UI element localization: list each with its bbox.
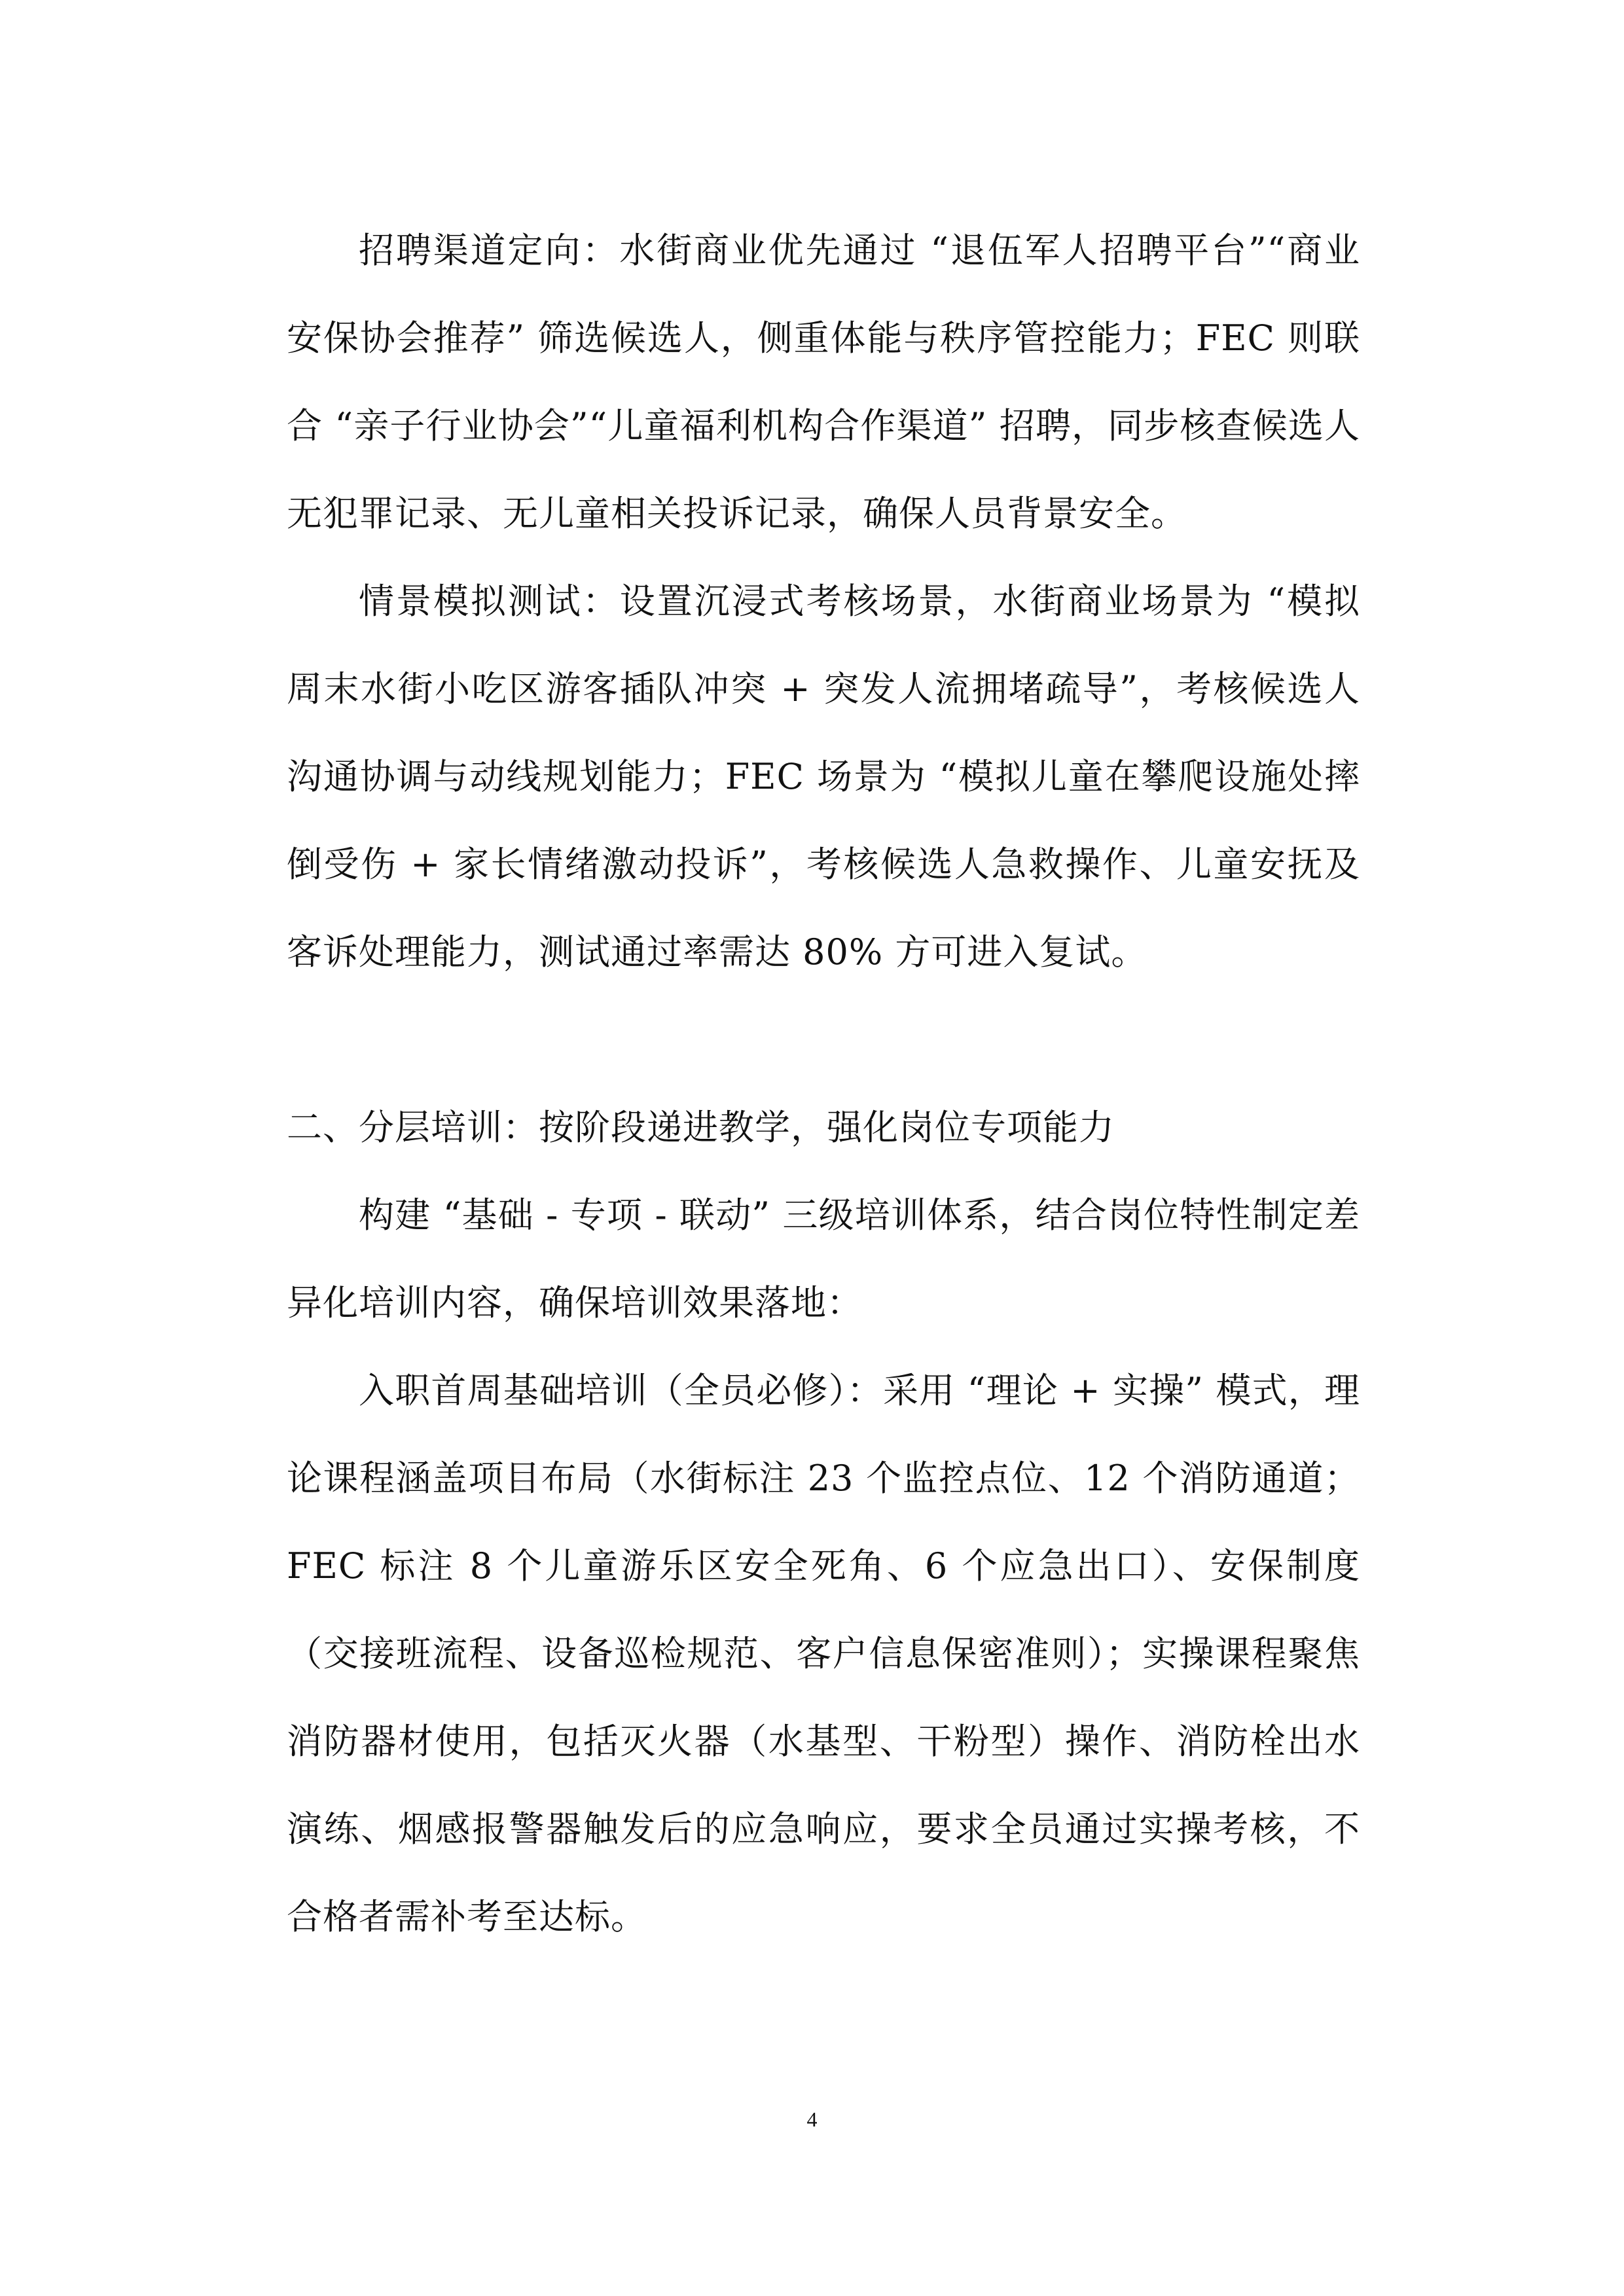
paragraph-training-system: 构建 “基础 - 专项 - 联动” 三级培训体系，结合岗位特性制定差异化培训内容，确保培训效果落地： bbox=[287, 1194, 1360, 1323]
paragraph-scenario-testing: 情景模拟测试：设置沉浸式考核场景，水街商业场景为 “模拟周末水街小吃区游客插队冲突 + 突发人流拥堵疏导”，考核候选人沟通协调与动线规划能力；FEC 场景为 “模拟儿童在攀爬设施处摔倒受伤 + 家长情绪激动投诉”，考核候选人急救操作、儿童安抚及客诉处理能力，测试通过率需达 80% 方可进入复试。 bbox=[287, 581, 1360, 973]
paragraph-basic-training: 入职首周基础培训（全员必修）：采用 “理论 + 实操” 模式，理论课程涵盖项目布局（水街标注 23 个监控点位、12 个消防通道；FEC 标注 8 个儿童游乐区安全死角、6 个应急出口）、安保制度（交接班流程、设备巡检规范、客户信息保密准则）；实操课程聚焦消防器材使用，包括灭火器（水基型、干粉型）操作、消防栓出水演练、烟感报警器触发后的应急响应，要求全员通过实操考核，不合格者需补考至达标。 bbox=[287, 1370, 1360, 1937]
document-body bbox=[287, 207, 1360, 1961]
paragraph-recruitment-channels: 招聘渠道定向：水街商业优先通过 “退伍军人招聘平台”“商业安保协会推荐” 筛选候选人，侧重体能与秩序管控能力；FEC 则联合 “亲子行业协会”“儿童福利机构合作渠道” 招聘，同步核查候选人无犯罪记录、无儿童相关投诉记录，确保人员背景安全。 bbox=[287, 230, 1360, 534]
page-number: 4 bbox=[806, 2108, 818, 2131]
section-heading: 二、分层培训：按阶段递进教学，强化岗位专项能力 bbox=[287, 1107, 1115, 1148]
